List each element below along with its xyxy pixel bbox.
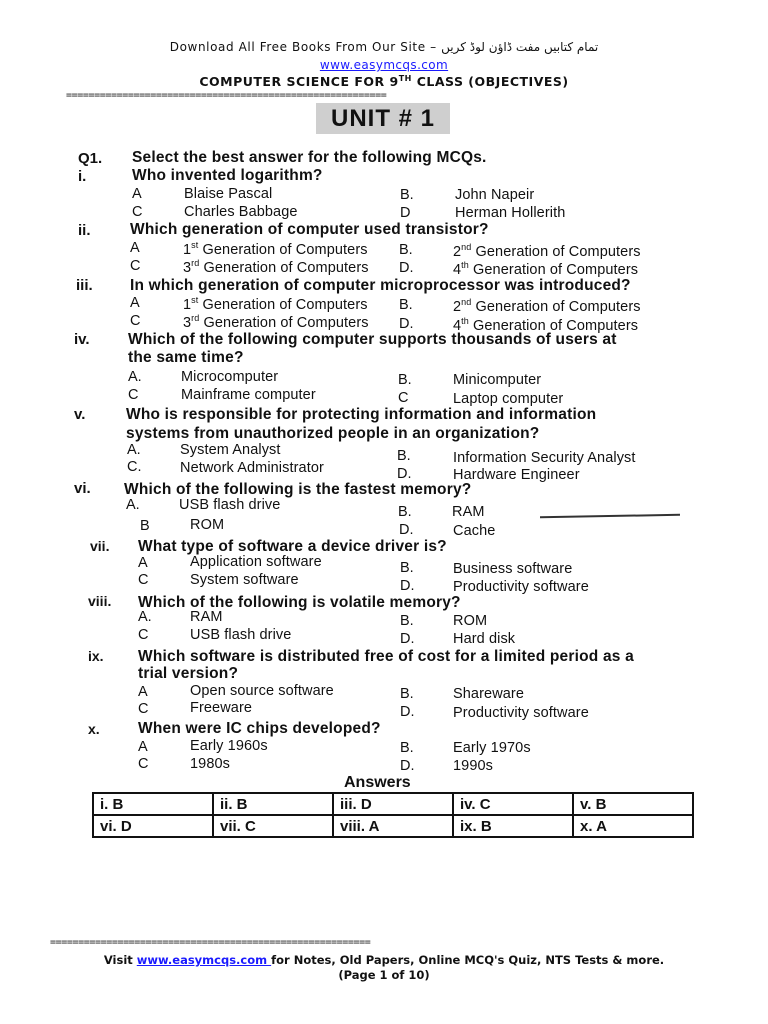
option-label: B. [400, 187, 414, 203]
option-text: 1st Generation of Computers [183, 295, 368, 313]
option-label: B. [400, 740, 414, 756]
answer-cell: ii. B [213, 793, 333, 815]
option-label: D. [400, 631, 415, 647]
option-text: USB flash drive [190, 627, 292, 643]
answer-cell: iii. D [333, 793, 453, 815]
option-text: Productivity software [453, 705, 589, 721]
option-label: A [132, 186, 142, 202]
option-text: 4th Generation of Computers [453, 316, 639, 334]
answer-cell: i. B [93, 793, 213, 815]
top-divider: ========================================================= [66, 90, 387, 101]
option-text: Microcomputer [181, 369, 279, 385]
question-text: Which software is distributed free of cost for a limited period as a [138, 648, 634, 665]
page-number: (Page 1 of 10) [338, 968, 430, 982]
option-text: Blaise Pascal [184, 186, 273, 202]
option-text: John Napeir [455, 187, 535, 203]
option-label: A. [127, 442, 141, 458]
question-text: In which generation of computer microprocessor was introduced? [130, 277, 631, 294]
option-label: A [130, 240, 140, 256]
site-link[interactable]: www.easymcqs.com [319, 58, 449, 72]
table-row [93, 815, 693, 837]
question-text: Which of the following is the fastest memory? [124, 481, 472, 498]
option-text: Mainframe computer [181, 387, 316, 403]
option-label: B. [399, 297, 413, 313]
question-number: ix. [88, 648, 104, 664]
page-footer [0, 953, 768, 982]
question-number: iv. [74, 331, 90, 348]
answer-cell: vii. C [213, 815, 333, 837]
option-label: A [138, 555, 148, 571]
answer-cell: viii. A [333, 815, 453, 837]
option-text: Charles Babbage [184, 204, 298, 220]
question-number: v. [74, 406, 86, 423]
question-text: Which generation of computer used transistor? [130, 221, 489, 238]
option-text: Network Administrator [180, 460, 324, 476]
option-text: Early 1970s [453, 740, 531, 756]
option-text: 4th Generation of Computers [453, 260, 639, 278]
option-text: Freeware [190, 700, 253, 716]
option-label: C [130, 258, 141, 274]
option-label: D [400, 205, 411, 221]
section-number: Q1. [78, 150, 103, 167]
option-text: Hard disk [453, 631, 516, 647]
answers-heading: Answers [344, 774, 411, 791]
option-text: Minicomputer [453, 372, 542, 388]
answers-table [92, 792, 694, 838]
footer-site-link[interactable]: www.easymcqs.com [136, 953, 272, 967]
question-text: Which of the following computer supports thousands of users at [128, 331, 617, 348]
option-label: D. [399, 260, 414, 276]
answer-cell: v. B [573, 793, 693, 815]
option-text: ROM [453, 613, 488, 629]
option-text: Hardware Engineer [453, 467, 580, 483]
question-number: iii. [76, 277, 93, 294]
option-label: A [138, 739, 148, 755]
option-text: 2nd Generation of Computers [453, 297, 641, 315]
option-text: 1st Generation of Computers [183, 240, 368, 258]
option-label: A [130, 295, 140, 311]
question-number: ii. [78, 222, 91, 239]
option-label: A. [138, 609, 152, 625]
footer-line: Visit www.easymcqs.com for Notes, Old Papers, Online MCQ's Quiz, NTS Tests & more. [103, 953, 665, 967]
option-text: 2nd Generation of Computers [453, 242, 641, 260]
option-text: RAM [452, 504, 485, 520]
option-label: C [138, 756, 149, 772]
option-text: Information Security Analyst [453, 450, 636, 466]
question-text-cont: systems from unauthorized people in an organization? [126, 425, 540, 442]
answer-cell: x. A [573, 815, 693, 837]
option-text: 3rd Generation of Computers [183, 313, 369, 331]
question-number: x. [88, 721, 100, 737]
option-label: C [138, 627, 149, 643]
option-label: C [132, 204, 143, 220]
table-row [93, 793, 693, 815]
option-label: B. [400, 613, 414, 629]
option-label: D. [400, 578, 415, 594]
question-text: Which of the following is volatile memory? [138, 594, 461, 611]
option-text: System Analyst [180, 442, 281, 458]
option-text: Business software [453, 561, 573, 577]
subject-title: COMPUTER SCIENCE FOR 9TH CLASS (OBJECTIVES) [199, 74, 569, 90]
option-label: B. [400, 560, 414, 576]
download-banner: Download All Free Books From Our Site – تمام کتابیں مفت ڈاؤن لوڈ کریں [169, 40, 599, 54]
option-label: D. [400, 704, 415, 720]
option-text: Open source software [190, 683, 334, 699]
option-label: D. [399, 316, 414, 332]
unit-title: UNIT # 1 [316, 103, 450, 134]
question-number: vii. [90, 538, 110, 554]
option-text: RAM [190, 609, 223, 625]
option-label: B. [400, 686, 414, 702]
option-label: B. [398, 372, 412, 388]
option-label: D. [397, 466, 412, 482]
option-label: D. [400, 758, 415, 774]
question-text-cont: the same time? [128, 349, 244, 366]
option-label: B [140, 518, 150, 534]
option-text: Early 1960s [190, 738, 268, 754]
option-label: A [138, 684, 148, 700]
option-text: USB flash drive [179, 497, 281, 513]
pen-mark [540, 514, 680, 518]
option-text: 3rd Generation of Computers [183, 258, 369, 276]
question-number: i. [78, 168, 87, 185]
option-text: Application software [190, 554, 322, 570]
answer-cell: vi. D [93, 815, 213, 837]
answer-cell: ix. B [453, 815, 573, 837]
option-text: 1980s [190, 756, 231, 772]
answer-cell: iv. C [453, 793, 573, 815]
option-text: System software [190, 572, 299, 588]
option-text: Productivity software [453, 579, 589, 595]
option-label: C [130, 313, 141, 329]
option-label: C [398, 390, 409, 406]
option-label: B. [397, 448, 411, 464]
option-text: ROM [190, 517, 225, 533]
question-text-cont: trial version? [138, 665, 239, 682]
option-label: B. [399, 242, 413, 258]
question-text: Who invented logarithm? [132, 167, 323, 184]
option-label: C. [127, 459, 142, 475]
option-text: Herman Hollerith [455, 205, 566, 221]
option-label: C [128, 387, 139, 403]
option-label: C [138, 701, 149, 717]
bottom-divider: ========================================================= [50, 937, 371, 948]
question-number: vi. [74, 480, 91, 497]
question-number: viii. [88, 593, 112, 609]
option-label: B. [398, 504, 412, 520]
option-text: 1990s [453, 758, 494, 774]
option-text: Cache [453, 523, 496, 539]
section-instruction: Select the best answer for the following MCQs. [132, 149, 487, 166]
option-label: A. [128, 369, 142, 385]
question-text: What type of software a device driver is? [138, 538, 447, 555]
option-text: Laptop computer [453, 391, 564, 407]
option-text: Shareware [453, 686, 525, 702]
option-label: A. [126, 497, 140, 513]
option-label: C [138, 572, 149, 588]
option-label: D. [399, 522, 414, 538]
question-text: When were IC chips developed? [138, 720, 381, 737]
question-text: Who is responsible for protecting information and information [126, 406, 597, 423]
